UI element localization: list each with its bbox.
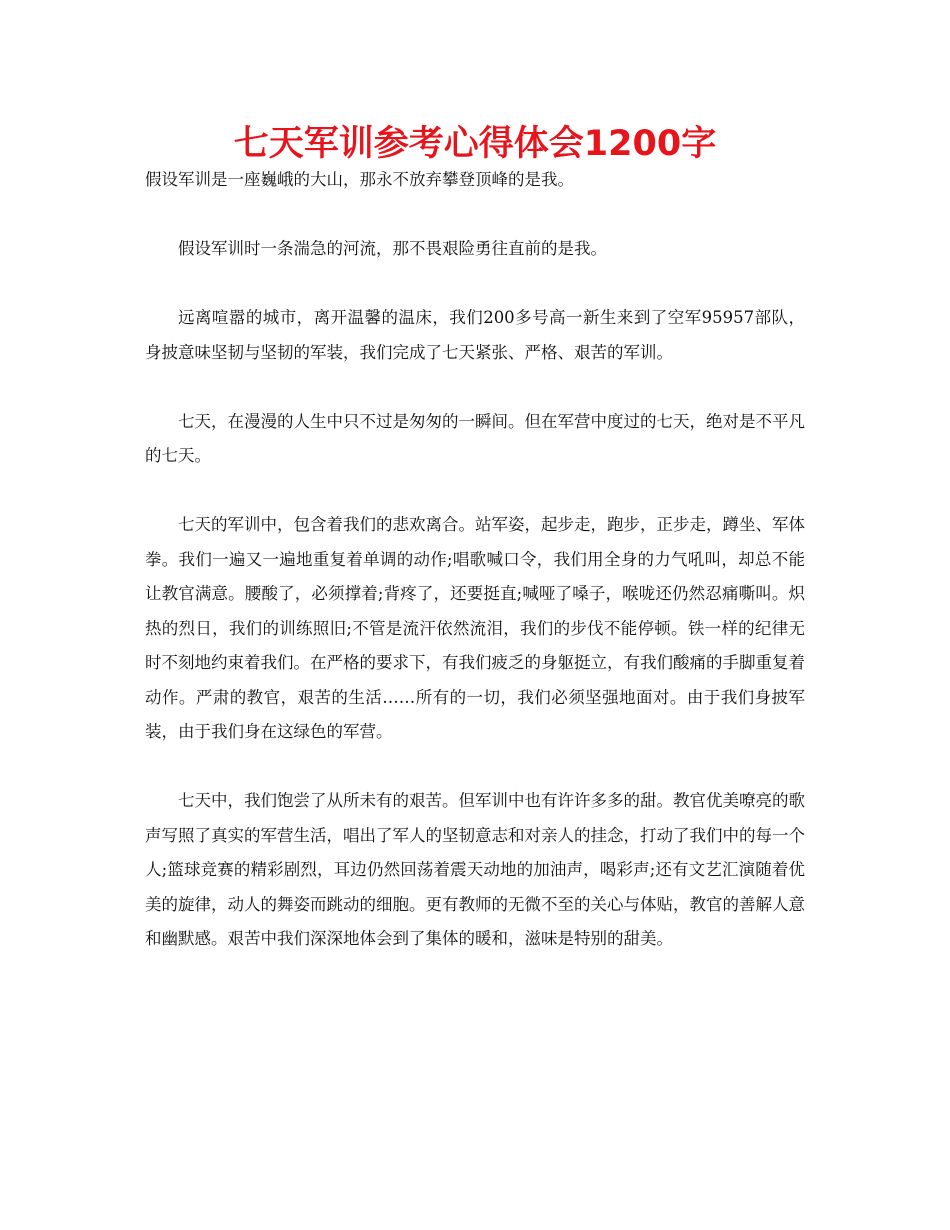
paragraph-4: 七天，在漫漫的人生中只不过是匆匆的一瞬间。但在军营中度过的七天，绝对是不平凡的七天。 (145, 411, 805, 465)
paragraph-5: 七天的军训中，包含着我们的悲欢离合。站军姿，起步走，跑步，正步走，蹲坐、军体拳。我们一遍又一遍地重复着单调的动作;唱歌喊口令，我们用全身的力气吼叫，却总不能让教官满意。腰酸了，必须撑着;背疼了，还要挺直;喊哑了嗓子，喉咙还仍然忍痛嘶叫。炽热的烈日，我们的训练照旧;不管是流汗依然流泪，我们的步伐不能停顿。铁一样的纪律无时不刻地约束着我们。在严格的要求下，有我们疲乏的身躯挺立，有我们酸痛的手脚重复着动作。严肃的教官，艰苦的生活……所有的一切，我们必须坚强地面对。由于我们身披军装，由于我们身在这绿色的军营。 (145, 515, 805, 741)
paragraph-1: 假设军训是一座巍峨的大山，那永不放弃攀登顶峰的是我。 (145, 170, 574, 189)
document-body (145, 163, 805, 957)
paragraph-6: 七天中，我们饱尝了从所未有的艰苦。但军训中也有许许多多的甜。教官优美嘹亮的歌声写照了真实的军营生活，唱出了军人的坚韧意志和对亲人的挂念，打动了我们中的每一个人;篮球竞赛的精彩剧烈，耳边仍然回荡着震天动地的加油声，喝彩声;还有文艺汇演随着优美的旋律，动人的舞姿而跳动的细胞。更有教师的无微不至的关心与体贴，教官的善解人意和幽默感。艰苦中我们深深地体会到了集体的暖和，滋味是特别的甜美。 (145, 791, 805, 948)
paragraph-2: 假设军训时一条湍急的河流，那不畏艰险勇往直前的是我。 (178, 239, 607, 258)
paragraph-3: 远离喧嚣的城市，离开温馨的温床，我们200多号高一新生来到了空军95957部队，身披意味坚韧与坚韧的军装，我们完成了七天紧张、严格、艰苦的军训。 (145, 308, 805, 362)
document-title: 七天军训参考心得体会1200字 (233, 124, 717, 164)
